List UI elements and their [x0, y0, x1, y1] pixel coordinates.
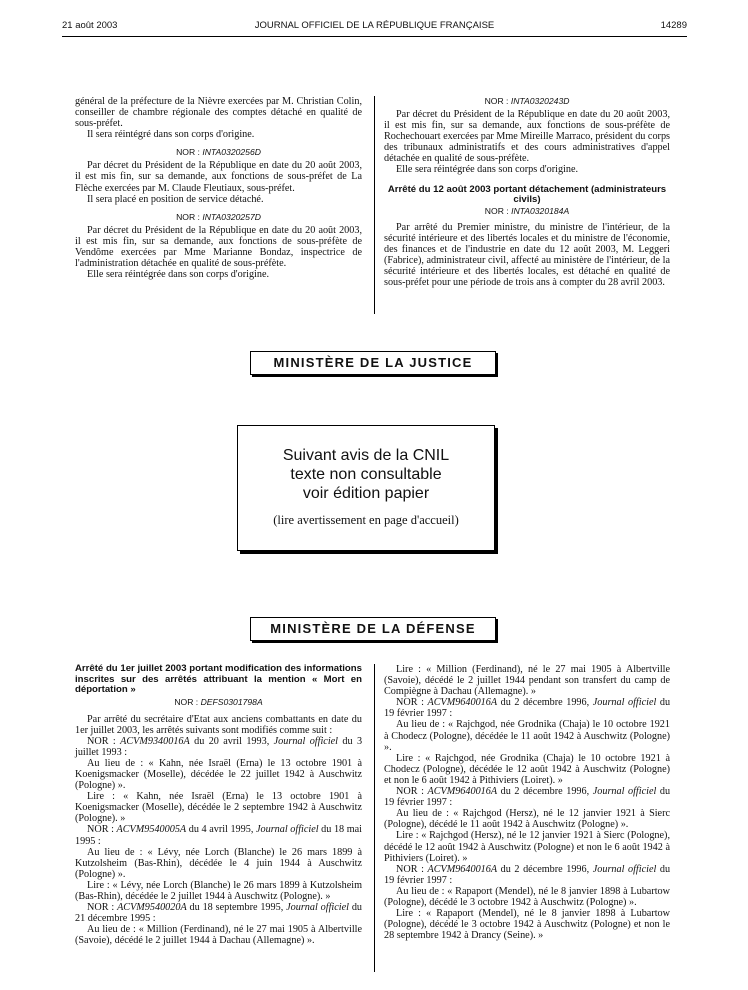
header-page-number: 14289 — [660, 20, 687, 31]
status-note: Il sera placé en position de service détaché. — [87, 193, 264, 205]
correction-au-lieu-de: Au lieu de : « Million (Ferdinand), né le 27 mai 1905 à Albertville (Savoie), décédé le 2 juillet 1944 à Dachau (Allemagne) ». — [75, 924, 362, 947]
top-left-column — [75, 96, 362, 280]
nor-reference: NOR : ACVM9640016A du 2 décembre 1996, Journal officiel du 19 février 1997 : — [384, 697, 671, 720]
nor-reference: NOR : INTA0320257D — [176, 211, 261, 222]
nor-reference: NOR : ACVM9640016A du 2 décembre 1996, Journal officiel du 19 février 1997 : — [384, 786, 671, 809]
correction-lire: Lire : « Rapaport (Mendel), né le 8 janvier 1898 à Lubartow (Pologne), décédé le 3 octobre 1942 à Auschwitz (Pologne) et non le 28 septembre 1942 à Drancy (Seine). » — [384, 908, 670, 942]
header-journal-title: JOURNAL OFFICIEL DE LA RÉPUBLIQUE FRANÇAISE — [254, 20, 495, 31]
cnil-line-4: (lire avertissement en page d'accueil) — [273, 513, 459, 527]
header-date: 21 août 2003 — [62, 20, 118, 31]
ministry-justice-heading: MINISTÈRE DE LA JUSTICE — [250, 351, 496, 375]
correction-au-lieu-de: Au lieu de : « Lévy, née Lorch (Blanche) le 26 mars 1899 à Kutzolsheim (Bas-Rhin), décédée le 4 juin 1944 à Auschwitz (Pologne) ». — [75, 846, 362, 880]
nor-reference: NOR : INTA0320184A — [484, 205, 570, 216]
cnil-line-2: texte non consultable — [290, 466, 442, 483]
arrete-title: Arrêté du 12 août 2003 portant détachement (administrateurs civils) — [387, 183, 667, 206]
arrete-body: Par arrêté du Premier ministre, du ministre de l'intérieur, de la sécurité intérieure et des libertés locales et du ministre de l'économie, des finances et de l'industrie en date du 12 août 2003, M. Leggeri (Fabrice), administrateur civil, affecté au ministère de l'intérieur, de la sécurité intérieure et des libertés locales, est détaché en qualité de sous-préfet pour une période de trois ans à compter du 28 avril 2003. — [384, 221, 670, 289]
column-divider-bottom — [374, 664, 375, 972]
correction-lire: Lire : « Rajchgod, née Grodnika (Chaja) le 10 octobre 1921 à Chodecz (Pologne), décédée le 12 août 1942 à Auschwitz (Pologne) et non le 6 août 1942 à Pithiviers (Loiret). » — [384, 752, 670, 786]
column-divider-top — [374, 96, 375, 314]
page-header — [62, 20, 687, 34]
nor-reference: NOR : ACVM9640016A du 2 décembre 1996, Journal officiel du 19 février 1997 : — [384, 863, 671, 886]
nor-reference: NOR : ACVM9540020A du 18 septembre 1995, Journal officiel du 21 décembre 1995 : — [75, 902, 363, 925]
correction-lire: Lire : « Million (Ferdinand), né le 27 mai 1905 à Albertville (Savoie), décédé le 2 juillet 1944 pendant son transfert du camp de Compiègne à Dachau (Allemagne). » — [384, 664, 670, 698]
correction-au-lieu-de: Au lieu de : « Rajchgod (Hersz), né le 12 janvier 1921 à Sierc (Pologne), décédé le 11 août 1942 à Auschwitz (Pologne) ». — [384, 808, 670, 831]
arrete-title: Arrêté du 1er juillet 2003 portant modification des informations inscrites sur des arrêtés attribuant la mention « Mort en déportation » — [75, 663, 362, 695]
nor-reference: NOR : DEFS0301798A — [174, 696, 263, 707]
decree-paragraph: Par décret du Président de la République en date du 20 août 2003, il est mis fin, sur sa demande, aux fonctions de sous-préfète de Rochechouart exercées par Mme Mireille Marraco, président du corps des tribunaux administratifs et des cours administratives d'appel détachée en qualité de sous-préfète. — [384, 109, 670, 165]
nor-reference: NOR : ACVM9540005A du 4 avril 1995, Journal officiel du 18 mai 1995 : — [75, 824, 362, 847]
continued-paragraph: général de la préfecture de la Nièvre exercées par M. Christian Colin, conseiller de chambre régionale des comptes détaché en qualité de sous-préfet. — [75, 96, 362, 130]
bottom-right-column — [384, 664, 670, 941]
arrete-intro: Par arrêté du secrétaire d'Etat aux anciens combattants en date du 1er juillet 2003, les arrêtés suivants sont modifiés comme suit : — [75, 713, 362, 736]
ministry-defense-heading: MINISTÈRE DE LA DÉFENSE — [250, 617, 496, 641]
reintegration-note: Il sera réintégré dans son corps d'origine. — [87, 129, 255, 141]
correction-au-lieu-de: Au lieu de : « Kahn, née Israël (Erna) le 13 octobre 1901 à Koenigsmacker (Moselle), décédée le 22 juillet 1942 à Auschwitz (Pologne) ». — [75, 757, 362, 792]
correction-lire: Lire : « Kahn, née Israël (Erna) le 13 octobre 1901 à Koenigsmacker (Moselle), décédée le 2 septembre 1942 à Auschwitz (Pologne). » — [75, 791, 362, 825]
top-right-column — [384, 96, 670, 288]
nor-reference: NOR : ACVM9340016A du 20 avril 1993, Journal officiel du 3 juillet 1993 : — [75, 735, 363, 758]
cnil-line-3: voir édition papier — [302, 485, 430, 502]
bottom-left-column — [75, 664, 362, 946]
decree-paragraph: Par décret du Président de la République en date du 20 août 2003, il est mis fin, sur sa demande, aux fonctions de sous-préfète de Vendôme exercées par Mme Marianne Bondaz, inspectrice de l'administration détachée en qualité de sous-préfète. — [75, 224, 362, 270]
nor-reference: NOR : INTA0320256D — [176, 147, 261, 158]
cnil-line-1: Suivant avis de la CNIL — [282, 447, 450, 464]
reintegration-note: Elle sera réintégrée dans son corps d'origine. — [87, 269, 270, 281]
correction-lire: Lire : « Lévy, née Lorch (Blanche) le 26 mars 1899 à Kutzolsheim (Bas-Rhin), décédée le 2 juillet 1944 à Auschwitz (Pologne). » — [75, 879, 362, 902]
correction-au-lieu-de: Au lieu de : « Rapaport (Mendel), né le 8 janvier 1898 à Lubartow (Pologne), décédé le 3 octobre 1942 à Auschwitz (Pologne) ». — [384, 885, 670, 908]
header-rule — [62, 36, 687, 37]
correction-au-lieu-de: Au lieu de : « Rajchgod, née Grodnika (Chaja) le 10 octobre 1921 à Chodecz (Pologne), décédée le 11 août 1942 à Auschwitz (Pologne) ». — [384, 719, 670, 753]
decree-paragraph: Par décret du Président de la République en date du 20 août 2003, il est mis fin, sur sa demande, aux fonctions de sous-préfet de La Flèche exercées par M. Claude Fleutiaux, sous-préfet. — [75, 160, 362, 194]
cnil-notice-box — [237, 425, 495, 551]
reintegration-note: Elle sera réintégrée dans son corps d'origine. — [396, 164, 579, 176]
correction-lire: Lire : « Rajchgod (Hersz), né le 12 janvier 1921 à Sierc (Pologne), décédé le 12 août 1942 à Auschwitz (Pologne) et non le 6 août 1942 à Pithiviers (Loiret). » — [384, 830, 670, 864]
nor-reference: NOR : INTA0320243D — [484, 96, 570, 106]
